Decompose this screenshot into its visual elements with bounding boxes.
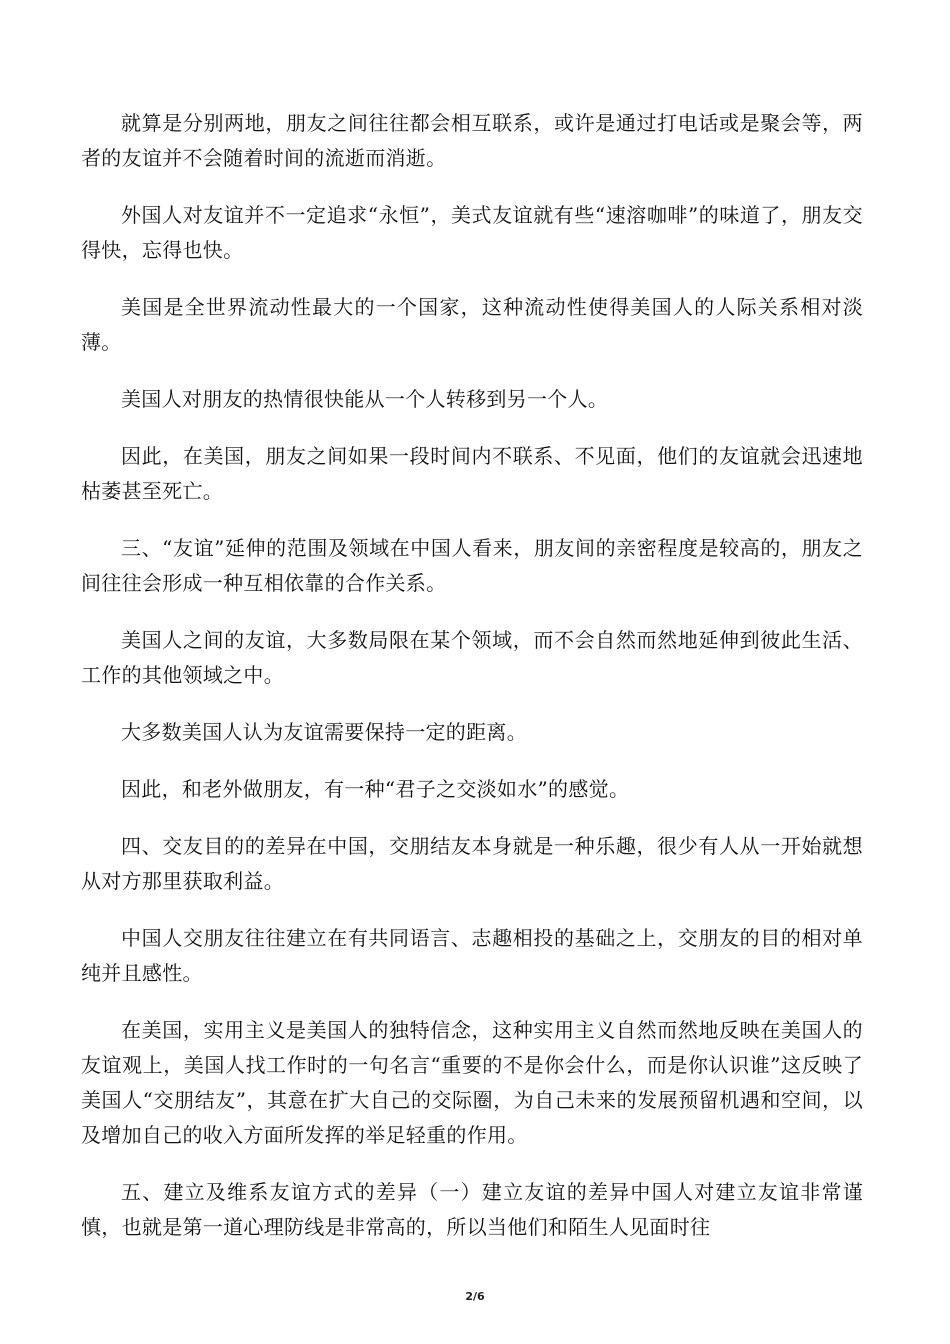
paragraph: 就算是分别两地，朋友之间往往都会相互联系，或许是通过打电话或是聚会等，两者的友谊并不会随着时间的流逝而消逝。: [81, 111, 863, 170]
paragraph: 美国人之间的友谊，大多数局限在某个领域，而不会自然而然地延伸到彼此生活、工作的其他领域之中。: [81, 628, 863, 687]
paragraph: 外国人对友谊并不一定追求“永恒”，美式友谊就有些“速溶咖啡”的味道了，朋友交得快，忘得也快。: [81, 203, 863, 262]
paragraph: 大多数美国人认为友谊需要保持一定的距离。: [121, 720, 527, 744]
paragraph: 三、“友谊”延伸的范围及领域在中国人看来，朋友间的亲密程度是较高的，朋友之间往往会形成一种互相依靠的合作关系。: [81, 536, 863, 595]
paragraph: 因此，和老外做朋友，有一种“君子之交淡如水”的感觉。: [121, 777, 630, 801]
page-number: 2/6: [465, 1290, 485, 1303]
document-body: [81, 106, 863, 1267]
paragraph: 美国人对朋友的热情很快能从一个人转移到另一个人。: [121, 387, 609, 411]
paragraph: 中国人交朋友往往建立在有共同语言、志趣相投的基础之上，交朋友的目的相对单纯并且感性。: [81, 926, 863, 985]
paragraph: 美国是全世界流动性最大的一个国家，这种流动性使得美国人的人际关系相对淡薄。: [81, 295, 863, 354]
paragraph: 因此，在美国，朋友之间如果一段时间内不联系、不见面，他们的友谊就会迅速地枯萎甚至死亡。: [81, 444, 863, 503]
paragraph: 五、建立及维系友谊方式的差异（一）建立友谊的差异中国人对建立友谊非常谨慎，也就是第一道心理防线是非常高的，所以当他们和陌生人见面时往: [81, 1180, 863, 1239]
paragraph: 在美国，实用主义是美国人的独特信念，这种实用主义自然而然地反映在美国人的友谊观上，美国人找工作时的一句名言“重要的不是你会什么，而是你认识谁”这反映了美国人“交朋结友”，其意在扩大自己的交际圈，为自己未来的发展预留机遇和空间，以及增加自己的收入方面所发挥的举足轻重的作用。: [81, 1018, 863, 1147]
paragraph: 四、交友目的的差异在中国，交朋结友本身就是一种乐趣，很少有人从一开始就想从对方那里获取利益。: [81, 834, 863, 893]
